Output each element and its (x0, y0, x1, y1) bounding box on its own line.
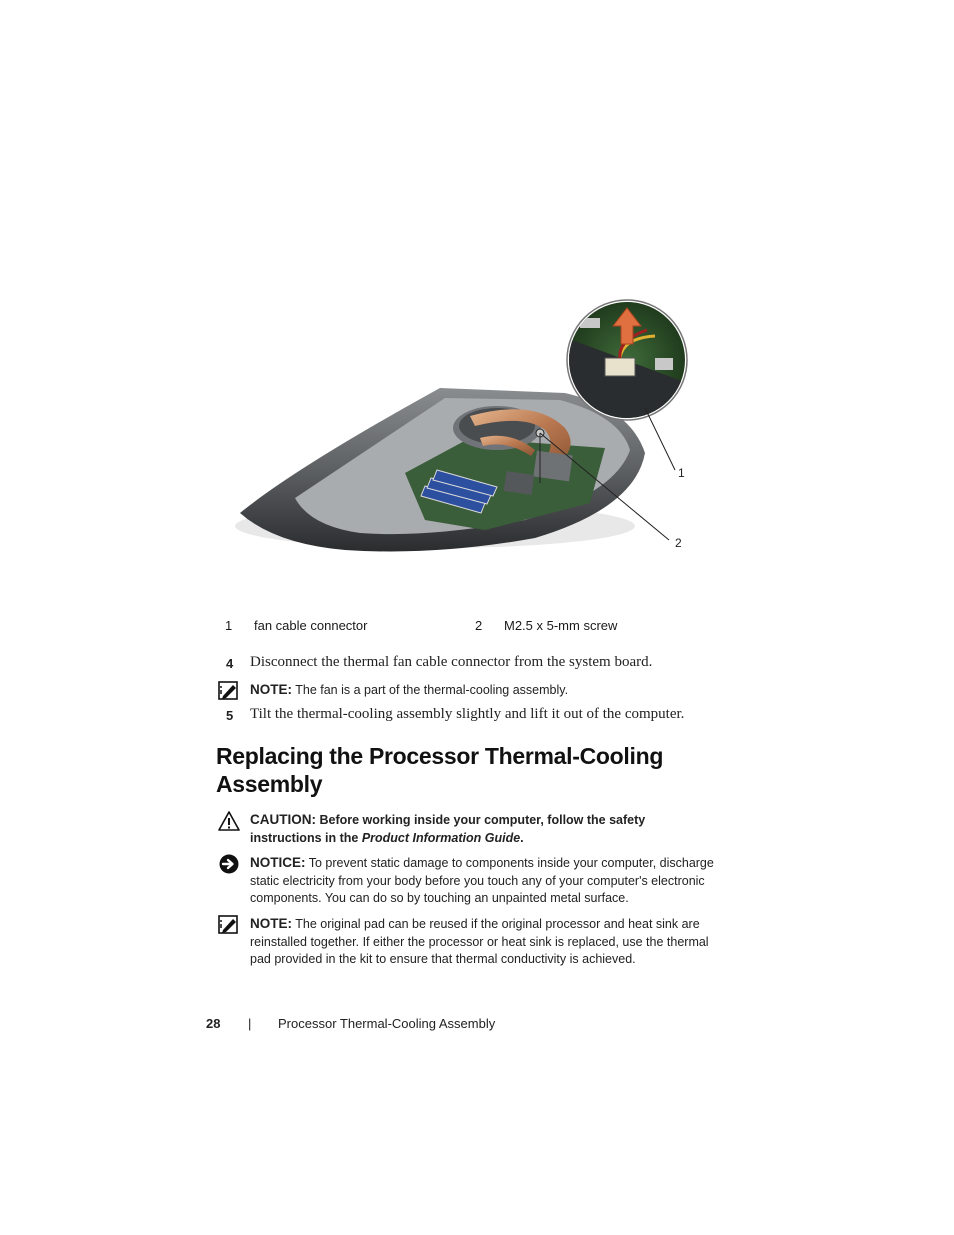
step-number: 4 (226, 656, 234, 671)
section-heading: Replacing the Processor Thermal-Cooling Assembly (216, 743, 664, 797)
caution-triangle-icon (218, 811, 240, 831)
callout-2: 2 (675, 536, 682, 550)
caution-block (216, 811, 716, 847)
caution-period: . (520, 830, 524, 845)
note-thermal-pad (216, 915, 716, 969)
note-text: The original pad can be reused if the original processor and heat sink are reinstalled together. If either the processor or heat sink is replaced, use the thermal pad provided in the kit to ensure that thermal conductivity is achieved. (250, 917, 709, 966)
caution-guide-title: Product Information Guide (361, 830, 521, 845)
note-pencil-icon (218, 915, 240, 935)
notice-block (216, 854, 716, 908)
note-text: The fan is a part of the thermal-cooling assembly. (295, 683, 569, 697)
note-label: NOTE: (250, 682, 292, 697)
note-fan (216, 681, 716, 700)
step-number: 5 (226, 708, 234, 723)
footer-chapter-title: Processor Thermal-Cooling Assembly (278, 1016, 496, 1031)
footer-separator: | (248, 1016, 252, 1031)
notice-text: To prevent static damage to components inside your computer, discharge static electricity from your body before you touch any of your computer's electronic components. You can do so by touching an unpainted metal surface. (250, 856, 714, 905)
callout-1: 1 (678, 466, 685, 480)
figure-thermal-cooling-assembly (235, 298, 695, 560)
page-number: 28 (206, 1016, 221, 1031)
note-pencil-icon (218, 681, 240, 701)
laptop-illustration (235, 298, 695, 560)
caution-text: Before working inside your computer, follow the safety instructions in the (250, 813, 646, 845)
notice-stop-icon (218, 854, 240, 874)
caution-label: CAUTION: (250, 812, 316, 827)
step-text: Tilt the thermal-cooling assembly slightly and lift it out of the computer. (250, 706, 685, 722)
legend-num-2: 2 (475, 618, 483, 633)
legend-num-1: 1 (225, 618, 233, 633)
legend-label-1: fan cable connector (254, 618, 368, 633)
step-text: Disconnect the thermal fan cable connector from the system board. (250, 654, 653, 670)
note-label: NOTE: (250, 916, 292, 931)
legend-label-2: M2.5 x 5-mm screw (504, 618, 618, 633)
notice-label: NOTICE: (250, 855, 306, 870)
